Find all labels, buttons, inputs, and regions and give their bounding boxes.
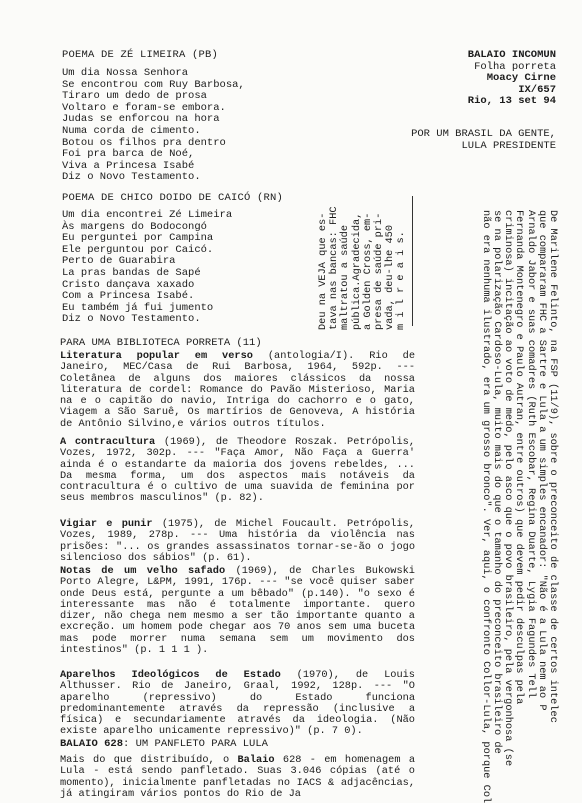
- poem-line: Com a Princesa Isabé.: [62, 290, 195, 303]
- biblio-entry: [60, 670, 415, 738]
- poem-line: Foi pra barca de Noé,: [62, 148, 195, 161]
- slogan-line: POR UM BRASIL DA GENTE,: [411, 128, 556, 140]
- slogan-line: LULA PRESIDENTE: [461, 140, 556, 152]
- masthead: [430, 50, 556, 108]
- poem-line: Eu também já fui jumento: [62, 301, 214, 314]
- balaio-text-part: Mais do que distribuído, o: [60, 754, 238, 766]
- side-note-line: Deu na VEJA que es-: [317, 212, 329, 330]
- side-note: [318, 206, 408, 330]
- balaio-text-bold: Balaio: [237, 754, 275, 766]
- poem-line: Perto de Guarabira: [62, 255, 176, 268]
- masthead-line: Rio, 13 set 94: [467, 95, 556, 107]
- poem-line: Judas se enforcou na hora: [62, 113, 220, 126]
- fsp-note-line: criminosa) incitação ao voto de medo, pelo asco que o povo brasileiro, pela vergonhosa (se: [502, 210, 515, 767]
- poem-title: POEMA DE ZÉ LIMEIRA (PB): [62, 49, 219, 61]
- masthead-line: Folha porreta: [474, 60, 556, 73]
- entry-title: Vigiar e punir: [60, 518, 153, 530]
- slogan: [370, 128, 556, 152]
- poem-line: Tirarо um dedo de prosa: [62, 90, 207, 103]
- poem-line: Um dia encontrei Zé Limeira: [62, 209, 233, 221]
- section-title: PARA UMA BIBLIOTECA PORRETA (11): [60, 337, 262, 349]
- entry-text: (1969), de Charles Bukowski Porto Alegre, L&PM, 1991, 176p. --- "se você quiser saber onde Deus está, pergunte a um bêbado" (p.140). "o sexo é interessante mas não é totalmente importante. quero dizer, não chega nem mesmo a ser tão importante quanto a excreção. um homem pode chegar aos 70 anos sem uma buceta mas pode morrer numa semana sem um movimento dos intestinos" (p. 1 1 1 ).: [60, 565, 415, 657]
- side-note-line: pública.Agradecida,: [350, 212, 363, 330]
- poem-line: Diz o Novo Testamento.: [62, 171, 201, 184]
- poem-line: Ele perguntou por Caicó.: [62, 243, 214, 256]
- side-note-line: m i l r e a i s.: [395, 231, 408, 330]
- balaio-title-rest: : UM PANFLETO PARA LULA: [123, 738, 268, 750]
- poem-line: Viva a Princesa Isabé: [62, 159, 195, 172]
- side-note-line: tava nas bancas: FHC: [328, 206, 341, 330]
- poem-line: Botou os filhos pra dentro: [62, 136, 226, 149]
- poem-body: [62, 68, 245, 184]
- entry-text: (1969), de Theodore Roszak. Petrópolis, Vozes, 1972, 302p. --- "Faça Amor, Não Faça a Guerra' ainda é o estandarte da maioria dos jovens rebeldes, ... Da mesma forma, um dos aspectos mais notáveis da contracultura é o cultivo de uma suavida de feminina por seus membros masculinos" (p. 82).: [60, 436, 416, 505]
- poem-line: Um dia Nossa Senhora: [62, 67, 189, 79]
- entry-title: Notas de um velho safado: [60, 565, 226, 577]
- fsp-note-line: De Marilene Felinto, na FSP (11/9), sobre o preconceito de classe de certos intelec: [547, 210, 559, 723]
- balaio-text: [60, 755, 415, 800]
- side-note-line: presa de saúde pri-: [373, 212, 386, 330]
- side-note-divider: [412, 196, 413, 326]
- balaio-title-bold: BALAIO 628: [60, 738, 124, 750]
- entry-text: (antologia/I). Rio de Janeiro, MEC/Casa de Rui Barbosa, 1964, 592p. --- Coletânea de alguns dos maiores clássicos da nossa literatura de cordel: Romance do Pavão Misterioso, Maria na e o capitão do navio, Intriga do cachorro e o gato, Viagem a São Saruê, Os martírios de Genoveva, A história de Antônio Silvino,e vários outros títulos.: [60, 350, 415, 430]
- poem-line: La pras bandas de Sapé: [62, 266, 201, 279]
- biblio-entry: [60, 437, 415, 505]
- balaio-text-part: 628 - em homenagem a Lula - está sendo panfletado. Suas 3.046 cópias (até o momento), inicialmente panfletadas no IACS & adjacências, já atingiram vários pontos do Rio de Ja: [60, 754, 415, 800]
- fsp-note-line: que compararam FHC a Sartre e Lula a um simples encanador: "Não é a Lula nem ao P: [535, 210, 548, 711]
- masthead-line: BALAIO INCOMUN: [467, 49, 556, 61]
- poem-line: Diz o Novo Testamento.: [62, 313, 201, 326]
- poem-line: Se encontrou com Ruy Barbosa,: [62, 78, 245, 91]
- fsp-note-line: se na polarização Cardoso-Lula, muito mais do que o tamanho do preconceito brasileiro de: [490, 210, 503, 754]
- side-note-line: a Golden Cross, em-: [361, 212, 374, 330]
- entry-title: Aparelhos Ideológicos de Estado: [60, 669, 281, 681]
- biblio-entry: [60, 519, 415, 564]
- biblio-entry: [60, 351, 415, 430]
- poem-line: Voltaro e foram-se embora.: [62, 101, 226, 114]
- fsp-note-line: Arnaldo Jabor e suas comadres (Ruth Escobar, Regina Duarte, Lygia Fagundes Tell: [524, 210, 537, 699]
- biblio-entry: [60, 566, 415, 656]
- poem-line: Eu perguntei por Campina: [62, 232, 214, 245]
- entry-text: (1970), de Louis Althusser. Rio de Janeiro, Graal, 1992, 128p. --- "O aparelho (repressivo) do Estado funciona predominantemente através da repressão (inclusive a física) e secundariamente através da ideologia. (Não existe aparelho unicamente repressivo)" (p. 7 0).: [60, 669, 415, 738]
- side-note-line: maltratou a saúde: [339, 224, 352, 330]
- side-note-line: vada, deu-lhe 450: [384, 224, 397, 330]
- poem-body: [62, 210, 232, 326]
- entry-text: (1975), de Michel Foucault. Petrópolis, Vozes, 1989, 278p. --- Uma história da violência nas prisões: "... os grandes assassinatos tornar-se-ão o jogo silencioso dos sábios" (p. 61).: [60, 518, 415, 564]
- fsp-note-line: não era nenhuma ilustrado, era um grosso bronco". Ver, aqui, o confronto Collor-Lula, porque Col: [479, 210, 492, 803]
- entry-title: A contracultura: [60, 436, 156, 448]
- masthead-line: Moacy Cirne: [486, 72, 556, 84]
- fsp-note: [480, 210, 558, 803]
- balaio-title: [60, 738, 268, 750]
- fsp-note-line: Fernanda Montenegro e Paulo Autran, entre outros) que devem pedir desculpas pela: [513, 210, 526, 705]
- poem-line: Cristo dançava xaxado: [62, 278, 195, 291]
- poem-line: Às margens do Bodocongó: [62, 220, 207, 233]
- entry-title: Literatura popular em verso: [60, 350, 253, 362]
- poem-line: Numa corda de cimento.: [62, 124, 201, 137]
- poem-title: POEMA DE CHICO DOIDO DE CAICÓ (RN): [62, 192, 284, 204]
- masthead-line: IX/657: [518, 83, 556, 96]
